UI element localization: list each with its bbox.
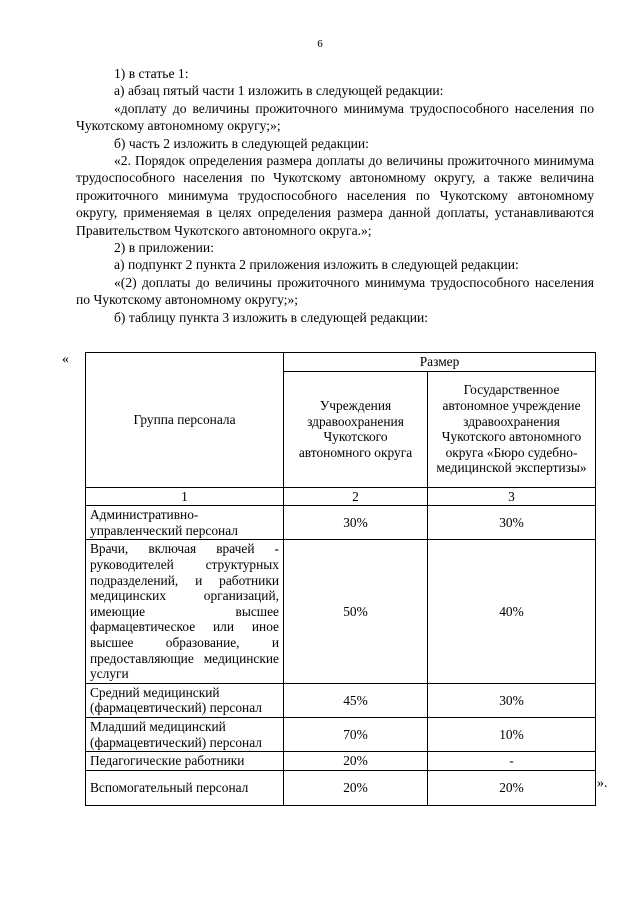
value-cell: 20% — [284, 770, 428, 805]
paragraph: б) часть 2 изложить в следующей редакции: — [114, 135, 369, 151]
table-row — [86, 540, 596, 683]
paragraph: а) абзац пятый части 1 изложить в следующей редакции: — [114, 83, 444, 99]
column-number: 2 — [284, 487, 428, 506]
header-col2: Учреждения здравоохранения Чукотского автономного округа — [284, 371, 428, 487]
value-cell: 30% — [428, 683, 596, 717]
paragraph: «доплату до величины прожиточного минимума трудоспособного населения по Чукотскому автономному округу;»; — [76, 100, 594, 134]
value-cell: 30% — [428, 506, 596, 540]
column-number: 1 — [86, 487, 284, 506]
value-cell: 30% — [284, 506, 428, 540]
table-row — [86, 752, 596, 771]
paragraph: «(2) доплаты до величины прожиточного минимума трудоспособного населения по Чукотскому автономному округу;»; — [76, 274, 594, 308]
paragraph: «2. Порядок определения размера доплаты до величины прожиточного минимума трудоспособного населения по Чукотскому автономному округу, а также величина прожиточного минимума трудоспособного населения по Чукотскому автономному округу, применяемая в целях определения размера данной доплаты, устанавливаются Правительством Чукотского автономного округа.»; — [76, 153, 594, 238]
paragraph: 2) в приложении: — [114, 240, 214, 256]
table-row — [86, 770, 596, 805]
page-number: 6 — [317, 38, 323, 50]
group-cell: Врачи, включая врачей - руководителей структурных подразделений, и работники медицинских организаций, имеющие высшее фармацевтическое или иное высшее образование, и предоставляющие медицинские услуги — [86, 540, 284, 683]
group-cell: Младший медицинский (фармацевтический) персонал — [86, 717, 284, 751]
group-cell: Административно-управленческий персонал — [86, 506, 284, 540]
document-body — [76, 65, 594, 326]
opening-quote: « — [62, 352, 69, 367]
paragraph: 1) в статье 1: — [114, 66, 189, 81]
group-cell: Вспомогательный персонал — [86, 770, 284, 805]
column-number-row — [86, 487, 596, 506]
value-cell: 70% — [284, 717, 428, 751]
paragraph: а) подпункт 2 пункта 2 приложения изложить в следующей редакции: — [114, 257, 519, 273]
value-cell: 50% — [284, 540, 428, 683]
value-cell: 45% — [284, 683, 428, 717]
header-size: Размер — [284, 353, 596, 372]
value-cell: 20% — [284, 752, 428, 771]
paragraph: б) таблицу пункта 3 изложить в следующей редакции: — [114, 309, 429, 325]
group-cell: Средний медицинский (фармацевтический) персонал — [86, 683, 284, 717]
value-cell: 40% — [428, 540, 596, 683]
column-number: 3 — [428, 487, 596, 506]
group-cell: Педагогические работники — [86, 752, 284, 771]
table-row — [86, 717, 596, 751]
header-col3: Государственное автономное учреждение здравоохранения Чукотского автономного округа «Бюро судебно-медицинской экспертизы» — [428, 371, 596, 487]
table-row — [86, 683, 596, 717]
value-cell: 20% — [428, 770, 596, 805]
table-row — [86, 506, 596, 540]
value-cell: 10% — [428, 717, 596, 751]
table-header-row — [86, 353, 596, 372]
value-cell: - — [428, 752, 596, 771]
closing-quote: ». — [597, 776, 608, 791]
header-group: Группа персонала — [86, 353, 284, 488]
personnel-table — [85, 352, 596, 806]
